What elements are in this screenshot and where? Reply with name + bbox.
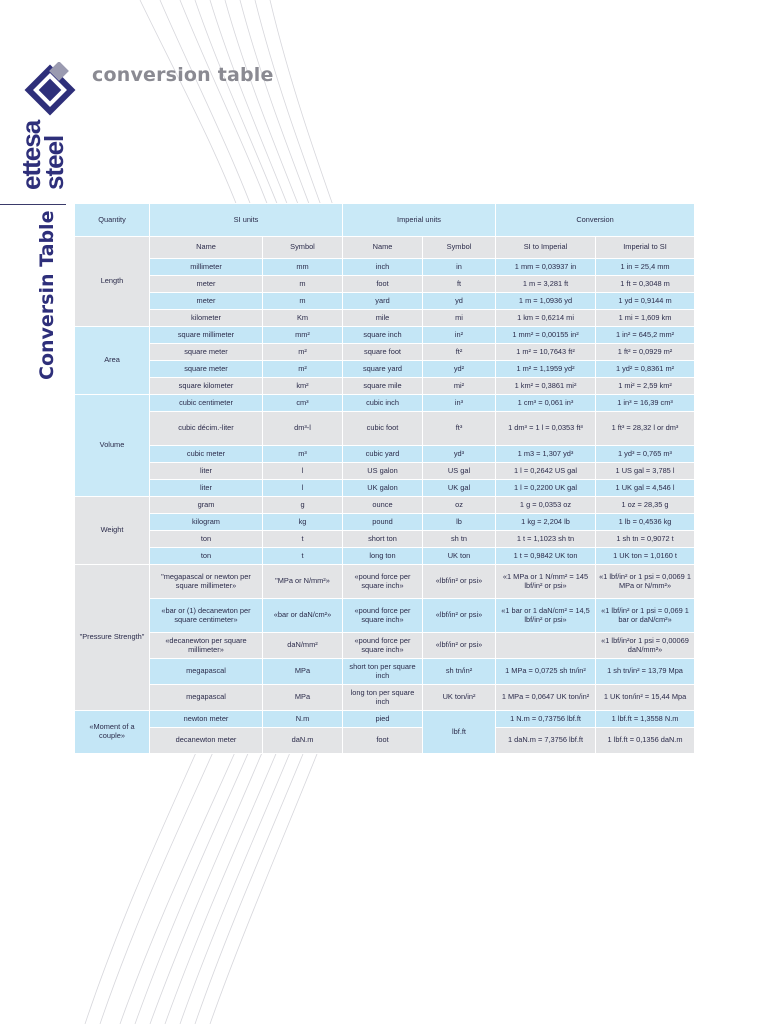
page-title: conversion table [92, 64, 274, 86]
table-cell: cubic centimeter [150, 395, 263, 412]
table-cell: 1 km² = 0,3861 mi² [496, 378, 596, 395]
table-cell: 1 lbf.ft = 1,3558 N.m [596, 711, 695, 728]
table-cell: 1 g = 0,0353 oz [496, 497, 596, 514]
table-row [75, 711, 695, 728]
table-cell: sh tn [423, 531, 496, 548]
brand-line-2: steel [39, 135, 70, 190]
table-cell: 1 sh tn/in² = 13,79 Mpa [596, 659, 695, 685]
table-cell: ft³ [423, 412, 496, 446]
table-cell: m [263, 276, 343, 293]
table-cell: m² [263, 361, 343, 378]
table-cell: 1 yd = 0,9144 m [596, 293, 695, 310]
table-cell: UK ton [423, 548, 496, 565]
table-cell: m² [263, 344, 343, 361]
table-cell: 1 m = 1,0936 yd [496, 293, 596, 310]
table-subheader-row [75, 237, 695, 259]
table-cell: yd [423, 293, 496, 310]
table-cell: square meter [150, 344, 263, 361]
table-cell: ft [423, 276, 496, 293]
table-cell: g [263, 497, 343, 514]
table-cell: 1 yd² = 0,8361 m² [596, 361, 695, 378]
table-cell: 1 ft² = 0,0929 m² [596, 344, 695, 361]
table-cell: kilometer [150, 310, 263, 327]
group-label-moment: «Moment of a couple» [75, 711, 150, 754]
table-cell: daN.m [263, 728, 343, 754]
table-cell: m [263, 293, 343, 310]
group-label-pressure: "Pressure Strength" [75, 565, 150, 711]
table-cell: t [263, 531, 343, 548]
table-row [75, 446, 695, 463]
table-cell: megapascal [150, 659, 263, 685]
table-cell: 1 N.m = 0,73756 lbf.ft [496, 711, 596, 728]
table-cell: 1 m² = 1,1959 yd² [496, 361, 596, 378]
table-cell: square millimeter [150, 327, 263, 344]
table-cell: square mile [343, 378, 423, 395]
table-row [75, 259, 695, 276]
table-cell: «lbf/in² or psi» [423, 599, 496, 633]
table-cell: 1 l = 0,2642 US gal [496, 463, 596, 480]
table-row [75, 565, 695, 599]
table-row [75, 412, 695, 446]
table-cell: 1 oz = 28,35 g [596, 497, 695, 514]
table-cell: 1 ft = 0,3048 m [596, 276, 695, 293]
table-cell: pied [343, 711, 423, 728]
table-cell: «lbf/in² or psi» [423, 633, 496, 659]
brand-wordmark [16, 120, 70, 190]
table-cell: newton meter [150, 711, 263, 728]
table-cell: kg [263, 514, 343, 531]
subheader-si-name: Name [150, 237, 263, 259]
table-row [75, 344, 695, 361]
table-cell: «1 lbf/in² or 1 psi = 0,069 1 bar or daN/cm²» [596, 599, 695, 633]
table-row [75, 633, 695, 659]
table-cell: N.m [263, 711, 343, 728]
table-row [75, 531, 695, 548]
group-label-weight: Weight [75, 497, 150, 565]
subheader-imp-symbol: Symbol [423, 237, 496, 259]
table-cell: pound [343, 514, 423, 531]
table-cell: 1 mm = 0,03937 in [496, 259, 596, 276]
table-cell: square meter [150, 361, 263, 378]
table-row [75, 599, 695, 633]
table-cell: 1 cm³ = 0,061 in³ [496, 395, 596, 412]
table-cell: «1 lbf/in² or 1 psi = 0,0069 1 MPa or N/mm²» [596, 565, 695, 599]
subheader-si-symbol: Symbol [263, 237, 343, 259]
table-cell: «pound force per square inch» [343, 599, 423, 633]
header-si-units: SI units [150, 204, 343, 237]
table-row [75, 548, 695, 565]
table-cell: oz [423, 497, 496, 514]
table-cell: megapascal [150, 685, 263, 711]
table-row [75, 310, 695, 327]
table-cell: 1 UK ton = 1,0160 t [596, 548, 695, 565]
table-row [75, 276, 695, 293]
table-cell: l [263, 480, 343, 497]
subheader-imp-name: Name [343, 237, 423, 259]
table-cell: decanewton meter [150, 728, 263, 754]
table-row [75, 497, 695, 514]
group-label-area: Area [75, 327, 150, 395]
table-row [75, 685, 695, 711]
table-row [75, 480, 695, 497]
table-cell: 1 kg = 2,204 lb [496, 514, 596, 531]
table-cell: cubic inch [343, 395, 423, 412]
table-row [75, 361, 695, 378]
header-conversion: Conversion [496, 204, 695, 237]
table-row [75, 293, 695, 310]
table-cell: cubic meter [150, 446, 263, 463]
table-cell: square yard [343, 361, 423, 378]
table-cell: foot [343, 728, 423, 754]
table-cell: km² [263, 378, 343, 395]
table-cell: mi² [423, 378, 496, 395]
table-cell: 1 MPa = 0,0725 sh tn/in² [496, 659, 596, 685]
group-label-length: Length [75, 237, 150, 327]
table-cell: 1 US gal = 3,785 l [596, 463, 695, 480]
table-cell: «1 MPa or 1 N/mm² = 145 lbf/in² or psi» [496, 565, 596, 599]
table-header-row [75, 204, 695, 237]
table-cell: mm² [263, 327, 343, 344]
subheader-imperial-to-si: Imperial to SI [596, 237, 695, 259]
table-row [75, 514, 695, 531]
table-cell: «1 bar or 1 daN/cm² = 14,5 lbf/in² or psi» [496, 599, 596, 633]
table-cell: «decanewton per square millimeter» [150, 633, 263, 659]
table-cell: 1 mm² = 0,00155 in² [496, 327, 596, 344]
table-cell: 1 yd³ = 0,765 m³ [596, 446, 695, 463]
table-cell: US galon [343, 463, 423, 480]
table-cell: m³ [263, 446, 343, 463]
table-row [75, 728, 695, 754]
table-cell: 1 mi² = 2,59 km² [596, 378, 695, 395]
table-cell: «bar or daN/cm²» [263, 599, 343, 633]
table-cell: short ton per square inch [343, 659, 423, 685]
table-cell: «pound force per square inch» [343, 633, 423, 659]
table-cell: square kilometer [150, 378, 263, 395]
table-cell: 1 MPa = 0,0647 UK ton/in² [496, 685, 596, 711]
subheader-si-to-imperial: SI to Imperial [496, 237, 596, 259]
table-cell: liter [150, 463, 263, 480]
table-cell: 1 km = 0,6214 mi [496, 310, 596, 327]
table-cell: long ton [343, 548, 423, 565]
side-divider [0, 204, 66, 205]
side-title: Conversin Table [36, 210, 58, 380]
table-cell: 1 lbf.ft = 0,1356 daN.m [596, 728, 695, 754]
table-row [75, 395, 695, 412]
table-cell: meter [150, 276, 263, 293]
table-cell: 1 UK ton/in² = 15,44 Mpa [596, 685, 695, 711]
table-cell: in² [423, 327, 496, 344]
table-cell: MPa [263, 685, 343, 711]
table-cell: 1 daN.m = 7,3756 lbf.ft [496, 728, 596, 754]
table-cell: «pound force per square inch» [343, 565, 423, 599]
header-quantity: Quantity [75, 204, 150, 237]
table-cell: cubic yard [343, 446, 423, 463]
table-cell: 1 m² = 10,7643 ft² [496, 344, 596, 361]
table-cell: «bar or (1) decanewton per square centimeter» [150, 599, 263, 633]
table-cell: 1 UK gal = 4,546 l [596, 480, 695, 497]
table-cell: dm³-l [263, 412, 343, 446]
table-row [75, 327, 695, 344]
table-cell: sh tn/in² [423, 659, 496, 685]
table-cell: yd² [423, 361, 496, 378]
table-cell: square inch [343, 327, 423, 344]
table-row [75, 463, 695, 480]
table-row [75, 659, 695, 685]
table-cell: liter [150, 480, 263, 497]
table-cell: yard [343, 293, 423, 310]
table-cell: 1 sh tn = 0,9072 t [596, 531, 695, 548]
table-cell: lbf.ft [423, 711, 496, 754]
table-cell: 1 l = 0,2200 UK gal [496, 480, 596, 497]
table-cell: UK ton/in² [423, 685, 496, 711]
table-cell: 1 t = 1,1023 sh tn [496, 531, 596, 548]
table-cell: millimeter [150, 259, 263, 276]
table-cell: 1 t = 0,9842 UK ton [496, 548, 596, 565]
header-imperial-units: Imperial units [343, 204, 496, 237]
table-cell: cubic décim.-liter [150, 412, 263, 446]
table-cell: 1 dm³ = 1 l = 0,0353 ft³ [496, 412, 596, 446]
table-cell: mm [263, 259, 343, 276]
table-cell: 1 mi = 1,609 km [596, 310, 695, 327]
table-cell: inch [343, 259, 423, 276]
table-cell: mi [423, 310, 496, 327]
brand-line-1: ettesa [16, 120, 46, 190]
table-cell: 1 lb = 0,4536 kg [596, 514, 695, 531]
table-cell: MPa [263, 659, 343, 685]
conversion-table [74, 203, 695, 754]
table-cell: in [423, 259, 496, 276]
table-cell: «1 lbf/in²or 1 psi = 0,00069 daN/mm²» [596, 633, 695, 659]
table-cell: mile [343, 310, 423, 327]
table-cell: «lbf/in² or psi» [423, 565, 496, 599]
group-label-volume: Volume [75, 395, 150, 497]
table-cell: 1 m = 3,281 ft [496, 276, 596, 293]
table-cell: cubic foot [343, 412, 423, 446]
table-cell: 1 in = 25,4 mm [596, 259, 695, 276]
table-cell: 1 in² = 645,2 mm² [596, 327, 695, 344]
table-cell: "MPa or N/mm²» [263, 565, 343, 599]
table-cell: lb [423, 514, 496, 531]
table-cell: 1 in³ = 16,39 cm³ [596, 395, 695, 412]
table-cell: kilogram [150, 514, 263, 531]
table-cell: short ton [343, 531, 423, 548]
table-cell: ton [150, 548, 263, 565]
table-cell: ton [150, 531, 263, 548]
table-cell: UK galon [343, 480, 423, 497]
table-cell: in³ [423, 395, 496, 412]
table-cell: gram [150, 497, 263, 514]
table-cell: US gal [423, 463, 496, 480]
table-cell: foot [343, 276, 423, 293]
table-cell: t [263, 548, 343, 565]
table-cell [496, 633, 596, 659]
table-cell: "megapascal or newton per square millimeter» [150, 565, 263, 599]
table-cell: long ton per square inch [343, 685, 423, 711]
table-row [75, 378, 695, 395]
table-cell: l [263, 463, 343, 480]
table-cell: ounce [343, 497, 423, 514]
table-cell: Km [263, 310, 343, 327]
table-cell: meter [150, 293, 263, 310]
table-cell: 1 m3 = 1,307 yd³ [496, 446, 596, 463]
table-cell: yd³ [423, 446, 496, 463]
table-cell: daN/mm² [263, 633, 343, 659]
table-cell: ft² [423, 344, 496, 361]
table-cell: UK gal [423, 480, 496, 497]
table-cell: square foot [343, 344, 423, 361]
table-cell: cm³ [263, 395, 343, 412]
table-cell: 1 ft³ = 28,32 l or dm³ [596, 412, 695, 446]
